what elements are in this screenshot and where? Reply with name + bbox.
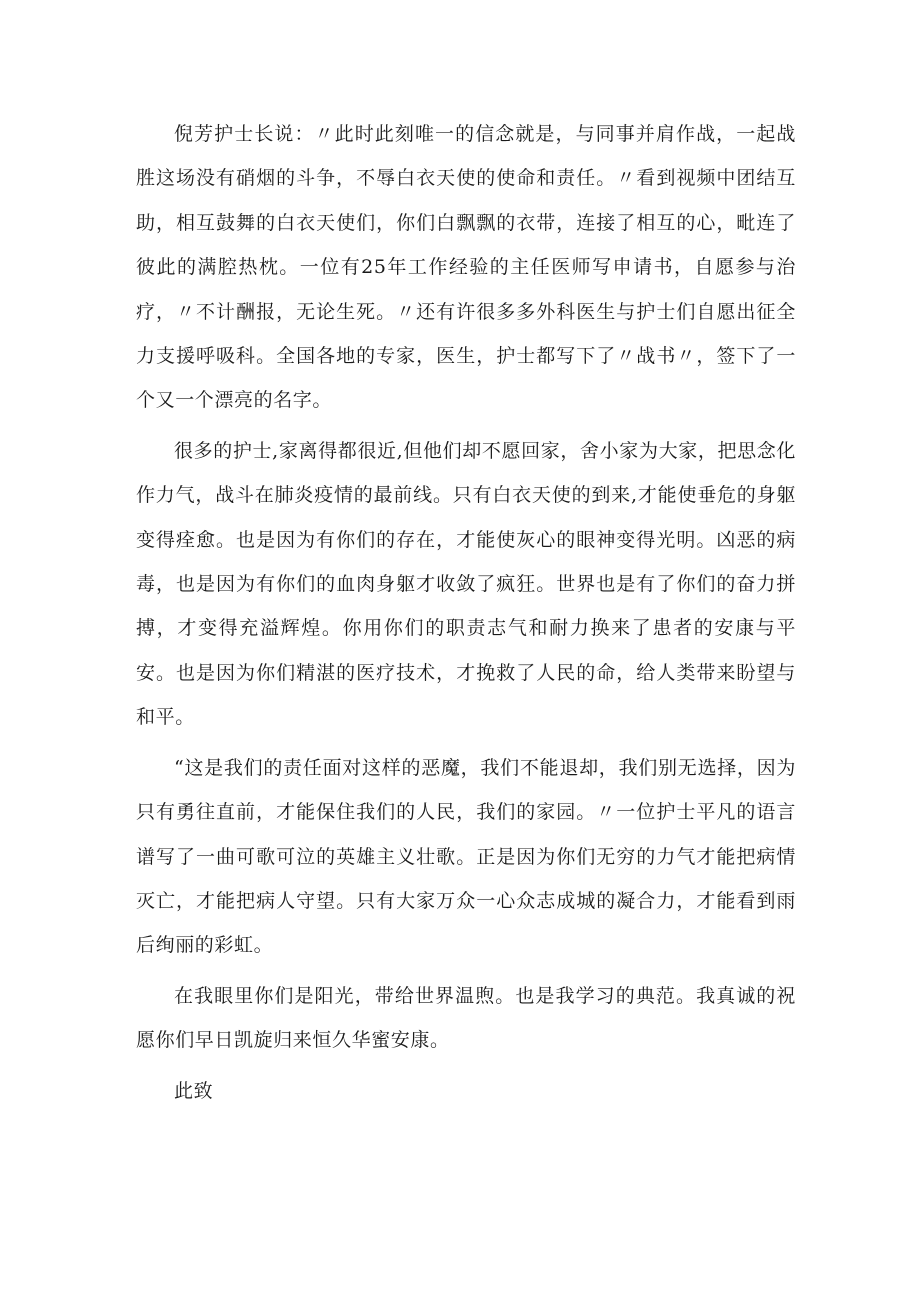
paragraph-3: “这是我们的责任面对这样的恶魔，我们不能退却，我们别无选择，因为只有勇往直前，才能保住我们的人民，我们的家园。〃一位护士平凡的语言谱写了一曲可歌可泣的英雄主义壮歌。正是因为你们无穷的力气才能把病情灭亡，才能把病人守望。只有大家万众一心众志成城的凝合力，才能看到雨后绚丽的彩虹。 [136,756,796,957]
closing-salutation: 此致 [174,1079,214,1102]
paragraph-2: 很多的护士,家离得都很近,但他们却不愿回家，舍小家为大家，把思念化作力气，战斗在肺炎疫情的最前线。只有白衣天使的到来,才能使垂危的身躯变得痊愈。也是因为有你们的存在，才能使灰心的眼神变得光明。凶恶的病毒，也是因为有你们的血肉身躯才收敛了疯狂。世界也是有了你们的奋力拼搏，才变得充溢辉煌。你用你们的职责志气和耐力换来了患者的安康与平安。也是因为你们精湛的医疗技术，才挽救了人民的命，给人类带来盼望与和平。 [136,439,796,729]
paragraph-1: 倪芳护士长说：〃此时此刻唯一的信念就是，与同事并肩作战，一起战胜这场没有硝烟的斗争，不辱白衣天使的使命和责任。〃看到视频中团结互助，相互鼓舞的白衣天使们，你们白飘飘的衣带，连接了相互的心，毗连了彼此的满腔热枕。一位有25年工作经验的主任医师写申请书，自愿参与治疗，〃不计酬报，无论生死。〃还有许很多多外科医生与护士们自愿出征全力支援呼吸科。全国各地的专家，医生，护士都写下了〃战书〃，签下了一个又一个漂亮的名字。 [136,123,796,412]
paragraph-4: 在我眼里你们是阳光，带给世界温煦。也是我学习的典范。我真诚的祝愿你们早日凯旋归来恒久华蜜安康。 [136,984,796,1052]
